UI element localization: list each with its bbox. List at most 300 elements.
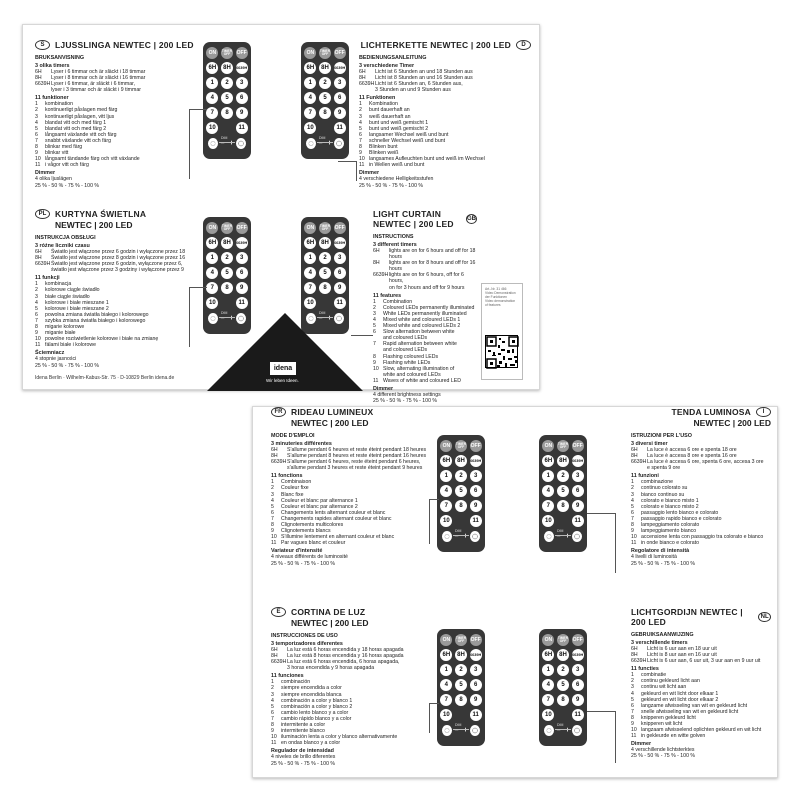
functions-heading: 11 functies [631,666,659,673]
timer-key: 8H [631,652,638,659]
timers-list [373,248,477,291]
function-text: snabbt växlande vitt och färg [45,137,112,144]
function-button-8[interactable]: 8 [319,107,331,119]
function-number: 10 [631,727,637,734]
connector-line [189,287,190,347]
function-text: langzaam afwisselend oplichten gekleurd en wit licht [641,727,762,734]
timers-list [631,447,771,471]
dim-label: DIM [221,311,228,315]
timer-6h-button[interactable]: 6H [304,237,316,249]
function-text: knipperen wit licht [641,721,683,728]
timer-key: 6H [35,249,42,255]
dim-up-sun-icon[interactable] [334,138,344,149]
on-button[interactable]: ON [206,222,218,234]
timer-text: S'allume pendant 6 heures et reste éteint pendant 18 heures [287,447,427,453]
function-button-10[interactable]: 10 [206,122,218,134]
function-button-2[interactable]: 2 [557,664,569,676]
function-button-11[interactable]: 11 [334,297,346,309]
function-button-5[interactable]: 5 [455,485,467,497]
function-text: S'illumine lentement en alternant couleur et blanc [281,534,395,541]
function-button-11[interactable]: 11 [236,297,248,309]
minus-icon: – [556,533,561,540]
function-button-1[interactable]: 1 [304,77,316,89]
function-text: colorato e bianco misto 1 [641,497,699,504]
function-button-1[interactable]: 1 [440,470,452,482]
timer-8h-button[interactable]: 8H [455,649,467,661]
function-text: powolna zmiana światła białego i kolorowego [45,311,149,318]
function-button-10[interactable]: 10 [542,709,554,721]
timer-text: lights are on for 8 hours and off for 16 hours [389,260,476,273]
function-button-1[interactable]: 1 [206,77,218,89]
timer-8h-button[interactable]: 8H [221,62,233,74]
timer-text: lights are on for 6 hours and off for 18 hours [389,248,476,261]
dim-up-sun-icon[interactable] [572,531,582,542]
function-button-3[interactable]: 3 [572,470,584,482]
function-text: intermitente a color [281,722,326,729]
function-button-1[interactable]: 1 [206,252,218,264]
timer-key: 6H [271,647,278,653]
minus-icon: – [454,727,459,734]
function-button-10[interactable]: 10 [440,515,452,527]
timer-key: 8H [35,75,42,82]
functions-list [35,101,215,168]
timer-6h-button[interactable]: 6H [206,237,218,249]
timer-off-button[interactable]: TIMER OFF [455,440,467,452]
dim-down-sun-icon[interactable] [544,725,554,736]
functions-list [359,101,531,168]
language-badge: S [35,40,50,50]
timer-8h-button[interactable]: 8H [455,455,467,467]
function-text: Slow alternation between white [383,329,455,336]
timer-key [271,465,287,471]
function-button-4[interactable]: 4 [304,92,316,104]
function-button-8[interactable]: 8 [221,107,233,119]
function-text: Clignotements multicolores [281,522,344,529]
function-text: kombination [45,101,73,108]
section-gb [373,209,477,404]
functions-list [373,299,477,384]
timer-6h-button[interactable]: 6H [206,62,218,74]
function-number: 3 [35,113,38,120]
function-text: snelle afwisseling van wit en gekleurd licht [641,708,739,715]
language-badge: GB [467,216,476,222]
function-number: 8 [271,522,274,529]
function-button-10[interactable]: 10 [304,297,316,309]
timer-6639h-button[interactable]: 6639H [236,237,248,249]
timer-6h-button[interactable]: 6H [440,649,452,661]
function-number: 4 [631,497,634,504]
brand-slogan: Wir leben Ideen. [266,378,299,383]
function-button-7[interactable]: 7 [304,107,316,119]
function-button-2[interactable]: 2 [221,252,233,264]
function-number: 2 [35,287,38,294]
function-button-1[interactable]: 1 [542,470,554,482]
function-text: bunt und weiß gemischt 2 [369,125,429,132]
functions-heading: 11 funkcji [35,275,60,282]
function-text: migarie kolorowe [45,324,85,331]
plus-icon: + [229,140,234,147]
timer-6639h-button[interactable]: 6639H [470,455,482,467]
dim-down-sun-icon[interactable] [306,138,316,149]
function-number: 11 [631,540,637,547]
function-number: 9 [359,150,362,157]
dim-label: DIM [319,311,326,315]
function-button-8[interactable]: 8 [455,694,467,706]
on-button[interactable]: ON [206,47,218,59]
function-number: 1 [631,479,634,486]
function-button-9[interactable]: 9 [572,694,584,706]
function-text: in onde bianco e colorato [641,540,699,547]
function-button-5[interactable]: 5 [221,267,233,279]
timer-text: Licht is 6 uur aan, 6 uur uit, 3 uur aan en 9 uur uit [647,658,761,665]
section-header [271,407,461,417]
timer-6639h-button[interactable]: 6639H [572,649,584,661]
function-number: 9 [631,721,634,728]
section-nl [631,607,771,760]
timer-key: 6639H [359,81,375,88]
function-text: continu wit licht aan [641,684,687,691]
timer-6h-button[interactable]: 6H [542,649,554,661]
timer-off-button[interactable]: TIMER OFF [557,634,569,646]
function-button-8[interactable]: 8 [557,694,569,706]
on-button[interactable]: ON [304,47,316,59]
off-button[interactable]: OFF [572,634,584,646]
function-text: bunt dauerhaft an [369,107,410,114]
function-text: cambio rápido blanco y a color [281,715,352,722]
function-text: gekleurd en wit licht door elkaar 1 [641,690,719,697]
function-text: combinación [281,679,311,686]
function-button-2[interactable]: 2 [319,252,331,264]
function-number: 1 [373,298,376,305]
function-text: white and coloured LEDs [383,371,441,378]
function-button-6[interactable]: 6 [334,92,346,104]
function-button-4[interactable]: 4 [304,267,316,279]
function-button-4[interactable]: 4 [206,92,218,104]
timer-6h-button[interactable]: 6H [440,455,452,467]
function-text: kontinuerligt påslagen, vitt ljus [45,113,115,120]
timer-off-button[interactable]: TIMER OFF [221,47,233,59]
function-button-6[interactable]: 6 [470,485,482,497]
section-title: TENDA LUMINOSA [671,407,751,417]
function-button-4[interactable]: 4 [206,267,218,279]
function-number: 6 [631,702,634,709]
timer-6639h-button[interactable]: 6639H [334,62,346,74]
function-text: långsamt tändande färg och vitt växlande [45,156,140,163]
function-button-6[interactable]: 6 [236,92,248,104]
function-button-2[interactable]: 2 [455,664,467,676]
function-button-6[interactable]: 6 [236,267,248,279]
section-header [631,607,771,627]
timer-off-button[interactable]: TIMER OFF [319,47,331,59]
timer-8h-button[interactable]: 8H [557,455,569,467]
function-text: combinación a color y blanco 1 [281,697,353,704]
dim-down-sun-icon[interactable] [442,531,452,542]
qr-text [485,287,519,307]
timer-text: Światło jest włączone przez 6 godzin, wyłączone przez 6, [51,261,183,268]
function-button-6[interactable]: 6 [334,267,346,279]
function-number: 11 [271,540,277,547]
function-text: kolorowe i białe mieszane 2 [45,305,109,312]
function-button-5[interactable]: 5 [557,679,569,691]
dimmer-heading: Variateur d'intensité [271,548,323,555]
function-button-9[interactable]: 9 [236,107,248,119]
remote-control [437,435,485,552]
function-text: langzame afwisseling van wit en gekleurd licht [641,702,748,709]
function-number: 1 [271,679,274,686]
function-button-8[interactable]: 8 [221,282,233,294]
timer-text: Licht ist 6 Stunden an und 18 Stunden aus [375,69,473,75]
function-button-1[interactable]: 1 [304,252,316,264]
function-button-3[interactable]: 3 [470,470,482,482]
function-button-4[interactable]: 4 [440,679,452,691]
timer-text: Licht is 8 uur aan en 16 uur uit [647,652,717,659]
qr-code[interactable] [485,335,518,368]
function-button-8[interactable]: 8 [455,500,467,512]
function-button-3[interactable]: 3 [236,252,248,264]
function-button-2[interactable]: 2 [455,470,467,482]
function-button-1[interactable]: 1 [542,664,554,676]
function-button-8[interactable]: 8 [557,500,569,512]
timer-6h-button[interactable]: 6H [542,455,554,467]
timer-8h-button[interactable]: 8H [319,62,331,74]
function-button-2[interactable]: 2 [221,77,233,89]
function-button-11[interactable]: 11 [470,709,482,721]
function-button-2[interactable]: 2 [319,77,331,89]
function-button-9[interactable]: 9 [470,500,482,512]
dim-down-sun-icon[interactable] [442,725,452,736]
function-number: 3 [373,310,376,317]
function-button-9[interactable]: 9 [470,694,482,706]
function-button-7[interactable]: 7 [206,282,218,294]
function-button-9[interactable]: 9 [334,282,346,294]
function-button-2[interactable]: 2 [557,470,569,482]
function-number: 3 [271,491,274,498]
timer-key: 6H [373,248,380,254]
function-text: bianco continuo su [641,491,685,498]
function-button-4[interactable]: 4 [440,485,452,497]
function-button-3[interactable]: 3 [334,77,346,89]
timer-key [271,665,287,671]
function-button-7[interactable]: 7 [542,694,554,706]
plus-icon: + [229,315,234,322]
function-button-7[interactable]: 7 [206,107,218,119]
function-button-10[interactable]: 10 [542,515,554,527]
timers-list [271,647,441,671]
function-text: weiß dauerhaft an [369,113,411,120]
dimmer-heading: Dimmer [359,170,380,177]
dimmer-heading: Dimmer [35,170,56,177]
function-number: 7 [373,341,376,348]
function-button-11[interactable]: 11 [236,122,248,134]
timer-off-button[interactable]: TIMER OFF [557,440,569,452]
function-number: 6 [271,709,274,716]
function-number: 4 [271,697,274,704]
on-button[interactable]: ON [542,634,554,646]
functions-list [631,479,771,546]
dimmer-levels: 25 % - 50 % - 75 % - 100 % [35,182,100,189]
on-button[interactable]: ON [542,440,554,452]
function-number: 1 [271,479,274,486]
dim-bar [317,142,333,143]
qr-text-line: Art.-Nr. 31 466 [485,287,507,291]
timer-off-button[interactable]: TIMER OFF [319,222,331,234]
off-button[interactable]: OFF [236,222,248,234]
function-button-11[interactable]: 11 [334,122,346,134]
dim-up-sun-icon[interactable] [470,531,480,542]
function-button-5[interactable]: 5 [557,485,569,497]
functions-heading: 11 funciones [271,673,304,680]
function-number: 11 [35,162,41,169]
function-number: 10 [35,336,41,343]
function-number: 10 [359,156,365,163]
manual-heading: MODE D'EMPLOI [271,433,315,439]
timers-heading: 3 verschillende timers [631,640,688,646]
function-text: powolne rozświetlenie kolorowe i białe na zmianę [45,336,159,343]
dim-down-sun-icon[interactable] [208,138,218,149]
function-number: 11 [35,342,41,349]
function-button-5[interactable]: 5 [319,92,331,104]
dim-up-sun-icon[interactable] [470,725,480,736]
timer-key: 6639H [373,272,389,279]
function-button-9[interactable]: 9 [236,282,248,294]
function-text: in Wellen weiß und bunt [369,162,425,169]
function-number: 2 [373,304,376,311]
timer-6639h-button[interactable]: 6639H [236,62,248,74]
section-title: RIDEAU LUMINEUX [291,407,374,417]
dimmer-levels: 25 % - 50 % - 75 % - 100 % [373,398,438,405]
function-button-11[interactable]: 11 [470,515,482,527]
timer-key: 6H [631,646,638,652]
timer-6h-button[interactable]: 6H [304,62,316,74]
function-button-9[interactable]: 9 [334,107,346,119]
dim-down-sun-icon[interactable] [544,531,554,542]
timer-off-button[interactable]: TIMER OFF [221,222,233,234]
function-button-1[interactable]: 1 [440,664,452,676]
section-title: LICHTERKETTE NEWTEC | 200 LED [360,40,511,50]
timer-off-button[interactable]: TIMER OFF [455,634,467,646]
dim-bar [555,535,571,536]
function-button-7[interactable]: 7 [304,282,316,294]
function-button-10[interactable]: 10 [304,122,316,134]
functions-heading: 11 funzioni [631,473,659,480]
off-button[interactable]: OFF [470,440,482,452]
function-button-7[interactable]: 7 [542,500,554,512]
timers-heading: 3 different timers [373,242,417,248]
timer-text: La luce è accesa 6 ore e spenta 18 ore [647,447,737,453]
timer-text: on for 3 hours and off for 9 hours [389,284,465,291]
function-button-4[interactable]: 4 [542,485,554,497]
timer-6639h-button[interactable]: 6639H [334,237,346,249]
on-button[interactable]: ON [304,222,316,234]
function-text: Blinken bunt [369,144,398,151]
dimmer-text: 4 niveles de brillo diferentes [271,754,336,761]
timer-6639h-button[interactable]: 6639H [572,455,584,467]
plus-icon: + [327,315,332,322]
function-number: 2 [271,685,274,692]
qr-text-line: Video Demonstration [485,291,516,295]
function-number: 1 [359,101,362,108]
off-button[interactable]: OFF [334,47,346,59]
function-number: 5 [271,703,274,710]
function-button-7[interactable]: 7 [440,694,452,706]
function-button-4[interactable]: 4 [542,679,554,691]
dim-label: DIM [455,723,462,727]
function-button-9[interactable]: 9 [572,500,584,512]
function-button-5[interactable]: 5 [319,267,331,279]
timer-8h-button[interactable]: 8H [319,237,331,249]
manual-heading: BRUKSANVISNING [35,55,85,61]
function-number: 8 [373,353,376,360]
off-button[interactable]: OFF [572,440,584,452]
function-button-7[interactable]: 7 [440,500,452,512]
language-badge: FR [271,407,286,417]
function-button-3[interactable]: 3 [236,77,248,89]
timers-heading: 3 diversi timer [631,441,668,447]
timers-heading: 3 olika timers [35,63,70,69]
on-button[interactable]: ON [440,634,452,646]
function-text: Par vagues blanc et couleur [281,540,346,547]
function-button-5[interactable]: 5 [221,92,233,104]
timer-key: 8H [271,653,278,660]
function-text: szybka zmiana światła białego i kolorowego [45,317,146,324]
minus-icon: – [454,533,459,540]
dimmer-heading: Ściemniacz [35,350,65,357]
dimmer-text: 4 different brightness settings [373,391,441,398]
dimmer-text: 4 niveaux différents de luminosité [271,554,348,561]
function-text: Flashing coloured LEDs [383,353,439,360]
dim-up-sun-icon[interactable] [236,138,246,149]
function-button-6[interactable]: 6 [572,679,584,691]
function-button-8[interactable]: 8 [319,282,331,294]
timer-key: 6H [359,69,366,75]
function-button-10[interactable]: 10 [440,709,452,721]
function-text: siempre encendida blanca [281,691,342,698]
function-button-5[interactable]: 5 [455,679,467,691]
function-button-6[interactable]: 6 [572,485,584,497]
dimmer-levels: 25 % - 50 % - 75 % - 100 % [271,760,336,767]
function-button-3[interactable]: 3 [334,252,346,264]
function-text: lampeggiamento colorato [641,522,700,529]
function-text: langsames Aufleuchten bunt und weiß im Wechsel [369,156,485,163]
timer-6639h-button[interactable]: 6639H [470,649,482,661]
function-button-11[interactable]: 11 [572,709,584,721]
function-number: 6 [271,509,274,516]
function-text: Blanc fixe [281,491,304,498]
off-button[interactable]: OFF [236,47,248,59]
dim-up-sun-icon[interactable] [572,725,582,736]
dimmer-text: 4 livelli di luminosità [631,554,677,561]
function-button-3[interactable]: 3 [470,664,482,676]
function-text: and coloured LEDs [383,335,428,342]
function-text: continu gekleurd licht aan [641,678,700,685]
section-header [373,209,477,229]
timer-8h-button[interactable]: 8H [557,649,569,661]
off-button[interactable]: OFF [334,222,346,234]
function-button-3[interactable]: 3 [572,664,584,676]
function-button-10[interactable]: 10 [206,297,218,309]
off-button[interactable]: OFF [470,634,482,646]
function-button-11[interactable]: 11 [572,515,584,527]
on-button[interactable]: ON [440,440,452,452]
timer-8h-button[interactable]: 8H [221,237,233,249]
section-header [359,40,531,50]
function-number: 4 [373,316,376,323]
function-text: Changements lents alternant couleur et blanc [281,509,386,516]
function-number: 10 [35,156,41,163]
timer-text: La luce è accesa 8 ore e spenta 16 ore [647,453,737,460]
dimmer-levels: 25 % - 50 % - 75 % - 100 % [271,560,336,567]
function-button-6[interactable]: 6 [470,679,482,691]
